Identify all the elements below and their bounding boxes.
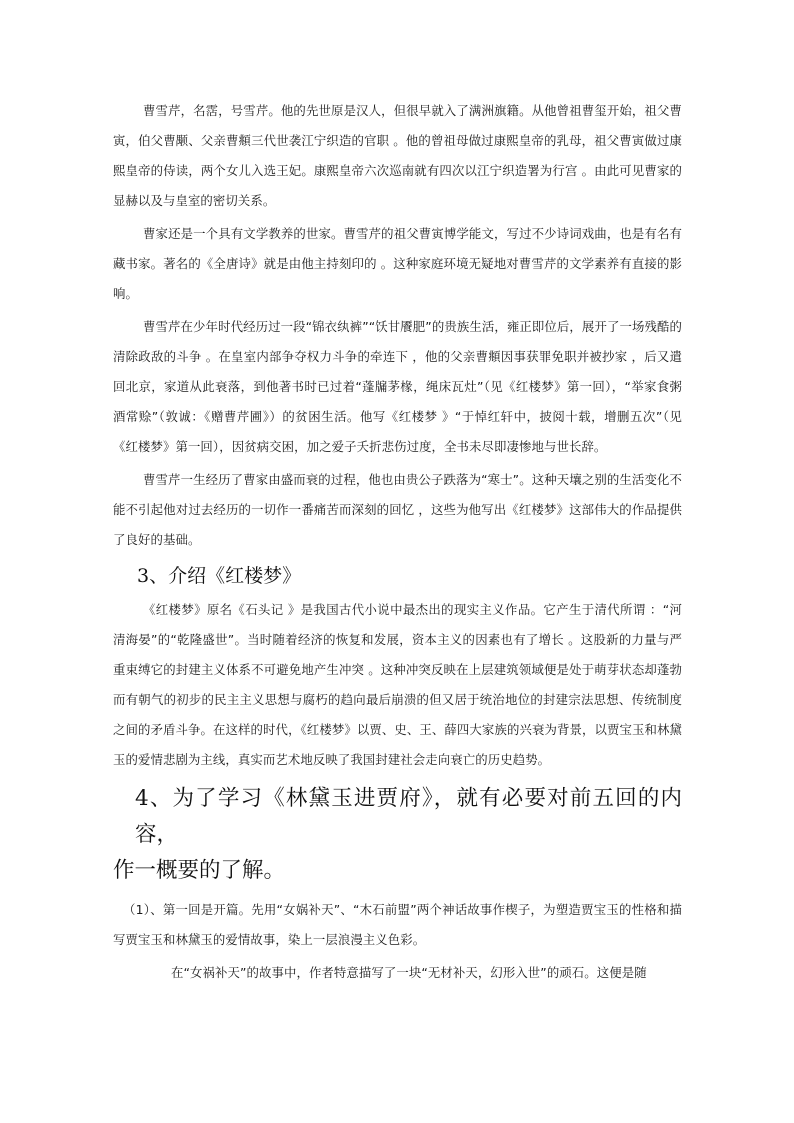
heading-line-1: 4、为了学习《林黛玉进贾府》，就有必要对前五回的内容， [135, 786, 682, 847]
paragraph-chapter-one: （1）、第一回是开篇。先用“女娲补天”、“木石前盟”两个神话故事作楔子，为塑造贾宝玉的性格和描写贾宝玉和林黛玉的爱情故事，染上一层浪漫主义色彩。 [113, 902, 682, 947]
paragraph-nuwa-story: 在“女祸补天”的故事中，作者特意描写了一块“无材补天，幻形入世”的顽石。这便是随 [171, 965, 647, 980]
heading-line-2: 作一概要的了解。 [113, 858, 286, 883]
paragraph-novel-intro: 《红楼梦》原名《石头记 》是我国古代小说中最杰出的现实主义作品。它产生于清代所谓 ：“河清海晏”的“乾隆盛世”。当时随着经济的恢复和发展，资本主义的因素也有了增长 。这股新的力量与严重束缚它的封建主义体系不可避免地产生冲突 。这种冲突反映在上层建筑领域便是处于萌芽状态却蓬勃而有朝气的初步的民主主义思想与腐朽的趋向最后崩溃的但又居于统治地位的封建宗法思想、传统制度之间的矛盾斗争。在这样的时代，《红楼梦》以贾、史、王、薛四大家族的兴衰为背景，以贾宝玉和林黛玉的爱情悲剧为主线，真实而艺术地反映了我国封建社会走向衰亡的历史趋势。 [113, 602, 682, 767]
paragraph-literary-family: 曹家还是一个具有文学教养的世家。曹雪芹的祖父曹寅博学能文，写过不少诗词戏曲，也是有名有藏书家。著名的《全唐诗》就是由他主持刻印的 。这种家庭环境无疑地对曹雪芹的文学素养有直接的影响。 [113, 226, 682, 301]
section-heading-introduce-novel: 3、介绍《红楼梦》 [137, 565, 302, 587]
paragraph-youth: 曹雪芹在少年时代经历过一段“锦衣纨裤”“饫甘餍肥”的贵族生活，雍正即位后，展开了一场残酷的清除政敌的斗争 。在皇室内部争夺权力斗争的牵连下 ，他的父亲曹頫因事获罪免职并被抄家 ，后又遣回北京，家道从此衰落，到他著书时已过着“蓬牖茅椽，绳床瓦灶”（见《红楼梦》第一回），“举家食粥酒常赊”（敦诚：《赠曹芹圃》）的贫困生活。他写《红楼梦 》“于悼红轩中，披阅十载，增删五次”（见《红楼梦》第一回），因贫病交困，加之爱子夭折悲伤过度，全书未尽即凄惨地与世长辞。 [113, 319, 682, 454]
paragraph-decline: 曹雪芹一生经历了曹家由盛而衰的过程，他也由贵公子跌落为“寒士”。这种天壤之别的生活变化不能不引起他对过去经历的一切作一番痛苦而深刻的回忆 ，这些为他写出《红楼梦》这部伟大的作品提供了良好的基础。 [113, 472, 682, 547]
paragraph-family-origin: 曹雪芹，名霑，号雪芹。他的先世原是汉人，但很早就入了满洲旗籍。从他曾祖曹玺开始，祖父曹寅，伯父曹颙、父亲曹頫三代世袭江宁织造的官职 。他的曾祖母做过康熙皇帝的乳母，祖父曹寅做过康熙皇帝的侍读，两个女儿入选王妃。康熙皇帝六次巡南就有四次以江宁织造署为行宫 。由此可见曹家的显赫以及与皇室的密切关系。 [113, 103, 682, 208]
section-heading-first-five-chapters [113, 781, 682, 889]
